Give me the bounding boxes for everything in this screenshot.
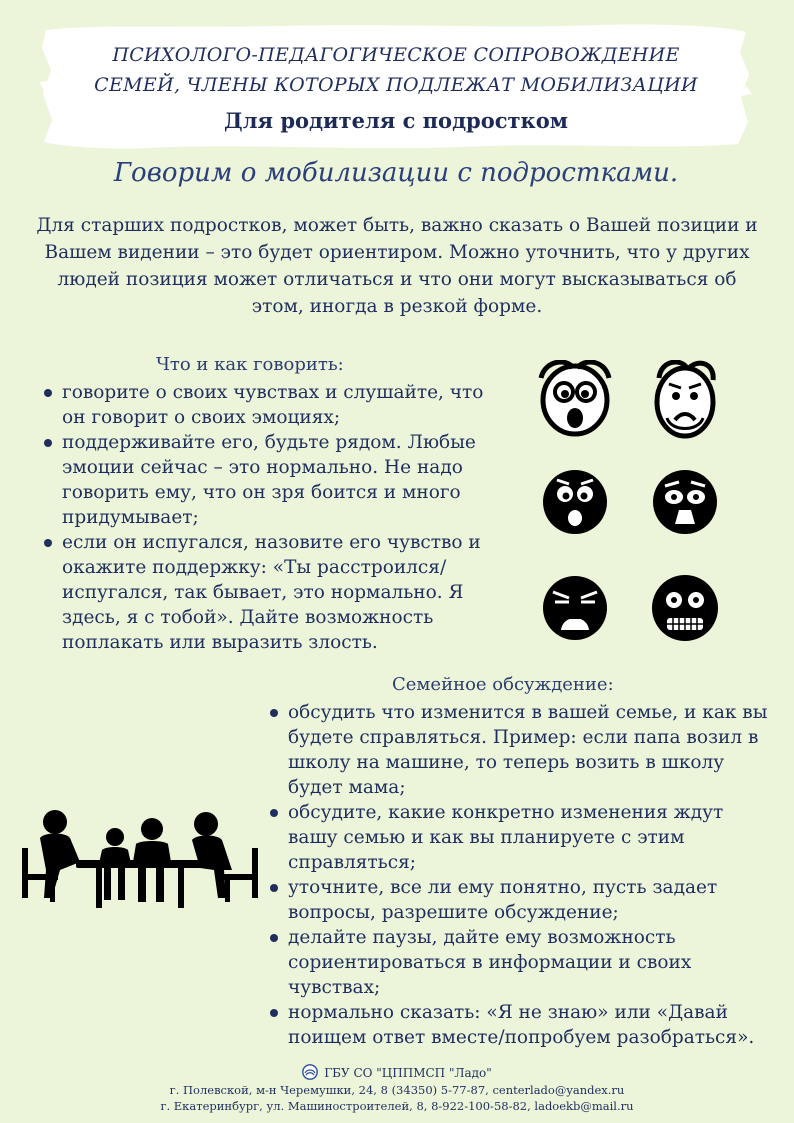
list-item: уточните, все ли ему понятно, пусть задает вопросы, разрешите обсуждение; <box>266 875 776 925</box>
list-item: говорите о своих чувствах и слушайте, что он говорит о своих эмоциях; <box>40 380 500 430</box>
frightened-face-icon <box>652 575 718 641</box>
subtitle: Говорим о мобилизации с подростками. <box>113 158 679 188</box>
family-meeting-icon <box>20 808 260 913</box>
bullet-icon <box>270 884 278 892</box>
section1-title: Что и как говорить: <box>156 354 344 375</box>
upset-face-icon <box>543 576 607 640</box>
list-item: если он испугался, назовите его чувство и окажите поддержку: «Ты расстроился/испугался, так бывает, это нормально. Я здесь, я с тобой». Дайте возможность поплакать или выразить злость. <box>40 530 500 655</box>
surprised-face-icon <box>541 362 609 434</box>
audience-heading: Для родителя с подростком <box>224 108 568 133</box>
section2-title: Семейное обсуждение: <box>392 674 614 695</box>
footer-address-1: г. Полевской, м-н Черемушки, 24, 8 (34350) 5-77-87, centerlado@yandex.ru <box>169 1083 625 1097</box>
list-item: обсудите, какие конкретно изменения ждут вашу семью и как вы планируете с этим справляться; <box>266 800 776 875</box>
document-title <box>40 40 752 100</box>
list-item: поддерживайте его, будьте рядом. Любые эмоции сейчас – это нормально. Не надо говорить ему, что он зря боится и много придумывает; <box>40 430 500 530</box>
section2-list <box>266 700 776 1050</box>
intro-paragraph: Для старших подростков, может быть, важно сказать о Вашей позиции и Вашем видении – это будет ориентиром. Можно уточнить, что у других людей позиция может отличаться и что они могут высказываться об этом, иногда в резкой форме. <box>36 215 758 317</box>
title-line-2: СЕМЕЙ, ЧЛЕНЫ КОТОРЫХ ПОДЛЕЖАТ МОБИЛИЗАЦИИ <box>94 74 698 96</box>
bullet-icon <box>270 709 278 717</box>
list-item: нормально сказать: «Я не знаю» или «Давай поищем ответ вместе/попробуем разобраться». <box>266 1000 776 1050</box>
list-item: делайте паузы, дайте ему возможность сориентироваться в информации и своих чувствах; <box>266 925 776 1000</box>
worried-face-icon <box>657 362 713 436</box>
organization-logo-icon <box>302 1064 318 1080</box>
section1-list <box>40 380 500 655</box>
scared-face-icon <box>543 470 607 534</box>
bullet-icon <box>44 539 52 547</box>
org-name: ГБУ СО "ЦППМСП "Ладо" <box>324 1066 492 1080</box>
emotion-faces-illustration <box>530 360 750 650</box>
title-line-1: ПСИХОЛОГО-ПЕДАГОГИЧЕСКОЕ СОПРОВОЖДЕНИЕ <box>112 44 680 66</box>
crying-face-icon <box>653 470 717 534</box>
list-item: обсудить что изменится в вашей семье, и как вы будете справляться. Пример: если папа возил в школу на машине, то теперь возить в школу будет мама; <box>266 700 776 800</box>
footer-address-2: г. Екатеринбург, ул. Машиностроителей, 8, 8-922-100-58-82, ladoekb@mail.ru <box>160 1099 634 1113</box>
bullet-icon <box>270 1009 278 1017</box>
footer-org <box>0 1064 794 1080</box>
bullet-icon <box>44 389 52 397</box>
bullet-icon <box>270 934 278 942</box>
bullet-icon <box>44 439 52 447</box>
bullet-icon <box>270 809 278 817</box>
